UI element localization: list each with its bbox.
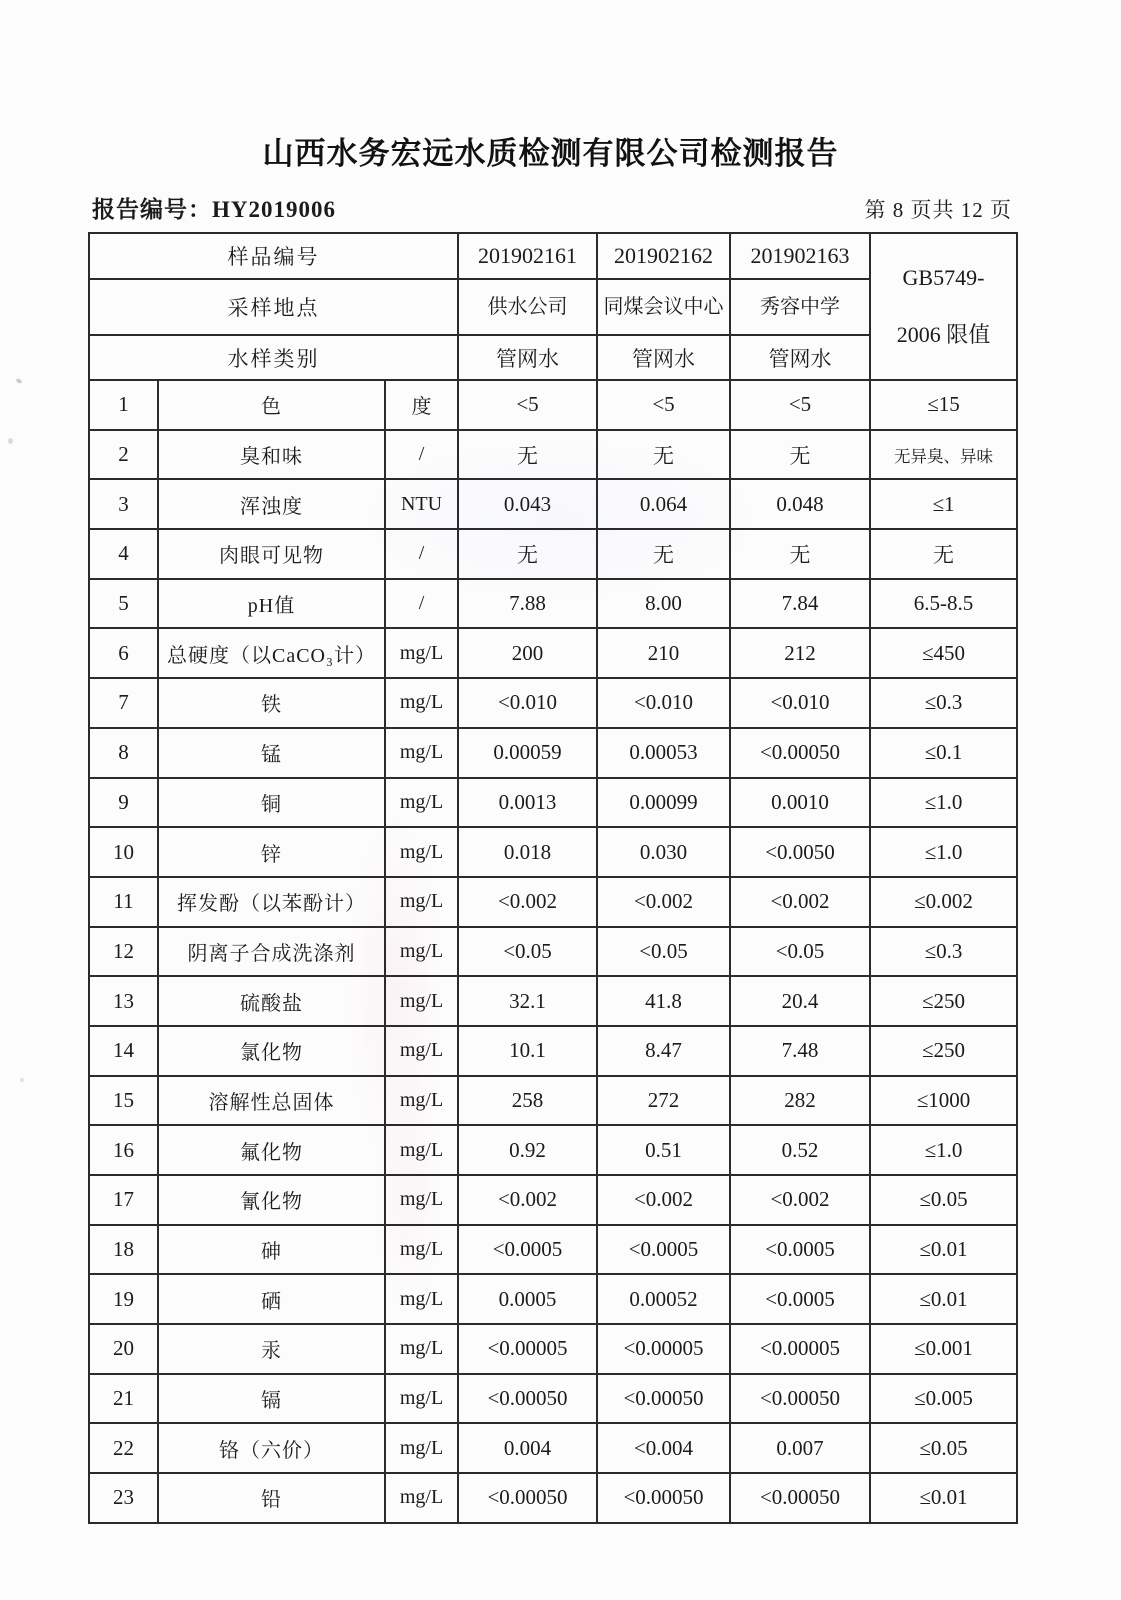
value-cell: <0.0050 bbox=[730, 827, 870, 877]
value-cell: 20.4 bbox=[730, 976, 870, 1026]
limit-cell: ≤450 bbox=[870, 628, 1017, 678]
table-row bbox=[89, 1175, 1017, 1225]
row-number: 8 bbox=[89, 728, 158, 778]
sample-type-label: 水样类别 bbox=[89, 335, 458, 380]
parameter-name: 浑浊度 bbox=[158, 479, 385, 529]
unit-cell: mg/L bbox=[385, 976, 458, 1026]
row-number: 15 bbox=[89, 1076, 158, 1126]
table-row bbox=[89, 1374, 1017, 1424]
scan-speck bbox=[15, 378, 22, 384]
sample-type: 管网水 bbox=[597, 335, 730, 380]
limit-cell: ≤250 bbox=[870, 976, 1017, 1026]
unit-cell: mg/L bbox=[385, 827, 458, 877]
value-cell: <0.004 bbox=[597, 1423, 730, 1473]
value-cell: <0.002 bbox=[730, 877, 870, 927]
limit-cell: ≤0.01 bbox=[870, 1473, 1017, 1523]
report-number: 报告编号：HY2019006 bbox=[92, 197, 336, 222]
row-number: 17 bbox=[89, 1175, 158, 1225]
value-cell: 0.007 bbox=[730, 1423, 870, 1473]
limit-cell: 6.5-8.5 bbox=[870, 579, 1017, 629]
value-cell: 41.8 bbox=[597, 976, 730, 1026]
value-cell: <5 bbox=[597, 380, 730, 430]
value-cell: 282 bbox=[730, 1076, 870, 1126]
value-cell: <0.00050 bbox=[730, 728, 870, 778]
value-cell: 0.018 bbox=[458, 827, 597, 877]
row-number: 20 bbox=[89, 1324, 158, 1374]
value-cell: <0.002 bbox=[597, 1175, 730, 1225]
value-cell: 无 bbox=[458, 430, 597, 480]
value-cell: <0.00050 bbox=[730, 1473, 870, 1523]
unit-cell: mg/L bbox=[385, 1175, 458, 1225]
sampling-location: 同煤会议中心 bbox=[597, 279, 730, 335]
table-row bbox=[89, 678, 1017, 728]
parameter-name: 臭和味 bbox=[158, 430, 385, 480]
unit-cell: mg/L bbox=[385, 728, 458, 778]
parameter-name: 氰化物 bbox=[158, 1175, 385, 1225]
value-cell: <0.00050 bbox=[458, 1473, 597, 1523]
row-number: 7 bbox=[89, 678, 158, 728]
sampling-location: 供水公司 bbox=[458, 279, 597, 335]
limit-cell: ≤0.05 bbox=[870, 1423, 1017, 1473]
page-indicator: 第 8 页共 12 页 bbox=[864, 198, 1012, 222]
sample-type: 管网水 bbox=[458, 335, 597, 380]
row-number: 5 bbox=[89, 579, 158, 629]
value-cell: 无 bbox=[597, 529, 730, 579]
parameter-name: 砷 bbox=[158, 1225, 385, 1275]
unit-cell: mg/L bbox=[385, 628, 458, 678]
unit-cell: mg/L bbox=[385, 1225, 458, 1275]
value-cell: <0.002 bbox=[597, 877, 730, 927]
parameter-name: pH值 bbox=[158, 579, 385, 629]
row-number: 9 bbox=[89, 778, 158, 828]
row-number: 10 bbox=[89, 827, 158, 877]
unit-cell: NTU bbox=[385, 479, 458, 529]
sample-id: 201902163 bbox=[730, 233, 870, 279]
value-cell: 0.064 bbox=[597, 479, 730, 529]
row-number: 6 bbox=[89, 628, 158, 678]
parameter-name: 锌 bbox=[158, 827, 385, 877]
sampling-location: 秀容中学 bbox=[730, 279, 870, 335]
limit-cell: ≤1.0 bbox=[870, 1125, 1017, 1175]
value-cell: 32.1 bbox=[458, 976, 597, 1026]
table-row bbox=[89, 1225, 1017, 1275]
limit-header-line2: 2006 限值 bbox=[896, 321, 991, 347]
parameter-name: 铁 bbox=[158, 678, 385, 728]
parameter-name: 汞 bbox=[158, 1324, 385, 1374]
parameter-name: 阴离子合成洗涤剂 bbox=[158, 927, 385, 977]
row-number: 4 bbox=[89, 529, 158, 579]
table-row bbox=[89, 430, 1017, 480]
table-row bbox=[89, 728, 1017, 778]
limit-cell: ≤250 bbox=[870, 1026, 1017, 1076]
limit-cell: ≤0.002 bbox=[870, 877, 1017, 927]
limit-cell: ≤0.05 bbox=[870, 1175, 1017, 1225]
parameter-name: 铬（六价） bbox=[158, 1423, 385, 1473]
table-row bbox=[89, 1076, 1017, 1126]
row-number: 13 bbox=[89, 976, 158, 1026]
value-cell: 无 bbox=[597, 430, 730, 480]
value-cell: <0.05 bbox=[597, 927, 730, 977]
value-cell: 无 bbox=[730, 430, 870, 480]
limit-cell: ≤0.1 bbox=[870, 728, 1017, 778]
row-number: 3 bbox=[89, 479, 158, 529]
parameter-name: 硒 bbox=[158, 1274, 385, 1324]
value-cell: <0.00050 bbox=[458, 1374, 597, 1424]
value-cell: 0.0010 bbox=[730, 778, 870, 828]
table-row bbox=[89, 877, 1017, 927]
parameter-name: 锰 bbox=[158, 728, 385, 778]
parameter-name: 氟化物 bbox=[158, 1125, 385, 1175]
limit-cell: ≤1.0 bbox=[870, 827, 1017, 877]
table-row bbox=[89, 927, 1017, 977]
value-cell: 0.00099 bbox=[597, 778, 730, 828]
row-number: 11 bbox=[89, 877, 158, 927]
limit-cell: ≤1.0 bbox=[870, 778, 1017, 828]
row-number: 21 bbox=[89, 1374, 158, 1424]
value-cell: 200 bbox=[458, 628, 597, 678]
unit-cell: mg/L bbox=[385, 1125, 458, 1175]
unit-cell: / bbox=[385, 430, 458, 480]
unit-cell: / bbox=[385, 529, 458, 579]
value-cell: 0.51 bbox=[597, 1125, 730, 1175]
row-number: 14 bbox=[89, 1026, 158, 1076]
row-number: 18 bbox=[89, 1225, 158, 1275]
parameter-name: 铜 bbox=[158, 778, 385, 828]
value-cell: <0.0005 bbox=[597, 1225, 730, 1275]
table-row bbox=[89, 380, 1017, 430]
parameter-name: 总硬度（以CaCO₃计） bbox=[158, 628, 385, 678]
parameter-name: 色 bbox=[158, 380, 385, 430]
results-tbody bbox=[89, 380, 1017, 1523]
value-cell: 258 bbox=[458, 1076, 597, 1126]
value-cell: 0.00052 bbox=[597, 1274, 730, 1324]
limit-cell: ≤0.01 bbox=[870, 1274, 1017, 1324]
value-cell: 0.00059 bbox=[458, 728, 597, 778]
table-row bbox=[89, 827, 1017, 877]
limit-cell: ≤0.005 bbox=[870, 1374, 1017, 1424]
value-cell: <0.00050 bbox=[730, 1374, 870, 1424]
limit-cell: 无异臭、异味 bbox=[870, 430, 1017, 480]
value-cell: 0.004 bbox=[458, 1423, 597, 1473]
value-cell: <0.002 bbox=[458, 877, 597, 927]
table-row bbox=[89, 628, 1017, 678]
unit-cell: mg/L bbox=[385, 1374, 458, 1424]
table-row bbox=[89, 778, 1017, 828]
value-cell: <5 bbox=[730, 380, 870, 430]
unit-cell: mg/L bbox=[385, 1423, 458, 1473]
value-cell: 7.88 bbox=[458, 579, 597, 629]
unit-cell: mg/L bbox=[385, 927, 458, 977]
table-row bbox=[89, 529, 1017, 579]
table-row bbox=[89, 1274, 1017, 1324]
value-cell: <0.002 bbox=[458, 1175, 597, 1225]
unit-cell: mg/L bbox=[385, 1076, 458, 1126]
value-cell: 212 bbox=[730, 628, 870, 678]
value-cell: <0.05 bbox=[730, 927, 870, 977]
sample-type: 管网水 bbox=[730, 335, 870, 380]
value-cell: <0.010 bbox=[597, 678, 730, 728]
table-row bbox=[89, 1125, 1017, 1175]
value-cell: <0.00005 bbox=[458, 1324, 597, 1374]
parameter-name: 氯化物 bbox=[158, 1026, 385, 1076]
row-number: 1 bbox=[89, 380, 158, 430]
parameter-name: 镉 bbox=[158, 1374, 385, 1424]
row-number: 23 bbox=[89, 1473, 158, 1523]
limit-cell: ≤1 bbox=[870, 479, 1017, 529]
page-title: 山西水务宏远水质检测有限公司检测报告 bbox=[262, 136, 839, 171]
value-cell: 272 bbox=[597, 1076, 730, 1126]
limit-cell: ≤0.3 bbox=[870, 927, 1017, 977]
value-cell: <0.00005 bbox=[730, 1324, 870, 1374]
unit-cell: mg/L bbox=[385, 877, 458, 927]
value-cell: <0.010 bbox=[458, 678, 597, 728]
value-cell: 0.0005 bbox=[458, 1274, 597, 1324]
unit-cell: / bbox=[385, 579, 458, 629]
value-cell: <0.05 bbox=[458, 927, 597, 977]
unit-cell: mg/L bbox=[385, 1473, 458, 1523]
row-number: 16 bbox=[89, 1125, 158, 1175]
value-cell: 0.043 bbox=[458, 479, 597, 529]
scan-speck bbox=[8, 438, 13, 444]
table-row bbox=[89, 1423, 1017, 1473]
limit-cell: ≤15 bbox=[870, 380, 1017, 430]
table-row bbox=[89, 1026, 1017, 1076]
value-cell: <0.0005 bbox=[730, 1225, 870, 1275]
row-number: 12 bbox=[89, 927, 158, 977]
value-cell: <5 bbox=[458, 380, 597, 430]
unit-cell: mg/L bbox=[385, 1324, 458, 1374]
sample-id: 201902162 bbox=[597, 233, 730, 279]
header-row-sample-id bbox=[89, 233, 1017, 279]
value-cell: 7.48 bbox=[730, 1026, 870, 1076]
value-cell: 0.52 bbox=[730, 1125, 870, 1175]
row-number: 19 bbox=[89, 1274, 158, 1324]
value-cell: 8.47 bbox=[597, 1026, 730, 1076]
table-row bbox=[89, 976, 1017, 1026]
value-cell: <0.002 bbox=[730, 1175, 870, 1225]
unit-cell: mg/L bbox=[385, 678, 458, 728]
row-number: 2 bbox=[89, 430, 158, 480]
parameter-name: 肉眼可见物 bbox=[158, 529, 385, 579]
unit-cell: mg/L bbox=[385, 1026, 458, 1076]
table-row bbox=[89, 479, 1017, 529]
limit-cell: ≤0.01 bbox=[870, 1225, 1017, 1275]
value-cell: 无 bbox=[730, 529, 870, 579]
sample-id: 201902161 bbox=[458, 233, 597, 279]
unit-cell: mg/L bbox=[385, 1274, 458, 1324]
value-cell: 210 bbox=[597, 628, 730, 678]
parameter-name: 溶解性总固体 bbox=[158, 1076, 385, 1126]
limit-cell: ≤0.001 bbox=[870, 1324, 1017, 1374]
value-cell: <0.00005 bbox=[597, 1324, 730, 1374]
value-cell: 0.0013 bbox=[458, 778, 597, 828]
scan-speck bbox=[20, 1078, 24, 1082]
limit-header-line1: GB5749- bbox=[902, 265, 985, 291]
value-cell: 无 bbox=[458, 529, 597, 579]
value-cell: 7.84 bbox=[730, 579, 870, 629]
table-row bbox=[89, 1324, 1017, 1374]
limit-column-header bbox=[870, 233, 1017, 380]
value-cell: <0.00050 bbox=[597, 1374, 730, 1424]
value-cell: 0.030 bbox=[597, 827, 730, 877]
parameter-name: 挥发酚（以苯酚计） bbox=[158, 877, 385, 927]
limit-cell: 无 bbox=[870, 529, 1017, 579]
results-table bbox=[88, 232, 1018, 1524]
limit-cell: ≤0.3 bbox=[870, 678, 1017, 728]
value-cell: <0.00050 bbox=[597, 1473, 730, 1523]
value-cell: 0.92 bbox=[458, 1125, 597, 1175]
table-row bbox=[89, 579, 1017, 629]
parameter-name: 铅 bbox=[158, 1473, 385, 1523]
report-meta-line bbox=[92, 192, 1012, 224]
table-row bbox=[89, 1473, 1017, 1523]
value-cell: 10.1 bbox=[458, 1026, 597, 1076]
parameter-name: 硫酸盐 bbox=[158, 976, 385, 1026]
location-label: 采样地点 bbox=[89, 279, 458, 335]
value-cell: <0.010 bbox=[730, 678, 870, 728]
sample-id-label: 样品编号 bbox=[89, 233, 458, 279]
unit-cell: 度 bbox=[385, 380, 458, 430]
value-cell: 8.00 bbox=[597, 579, 730, 629]
value-cell: <0.0005 bbox=[730, 1274, 870, 1324]
limit-cell: ≤1000 bbox=[870, 1076, 1017, 1126]
value-cell: <0.0005 bbox=[458, 1225, 597, 1275]
unit-cell: mg/L bbox=[385, 778, 458, 828]
value-cell: 0.00053 bbox=[597, 728, 730, 778]
row-number: 22 bbox=[89, 1423, 158, 1473]
value-cell: 0.048 bbox=[730, 479, 870, 529]
